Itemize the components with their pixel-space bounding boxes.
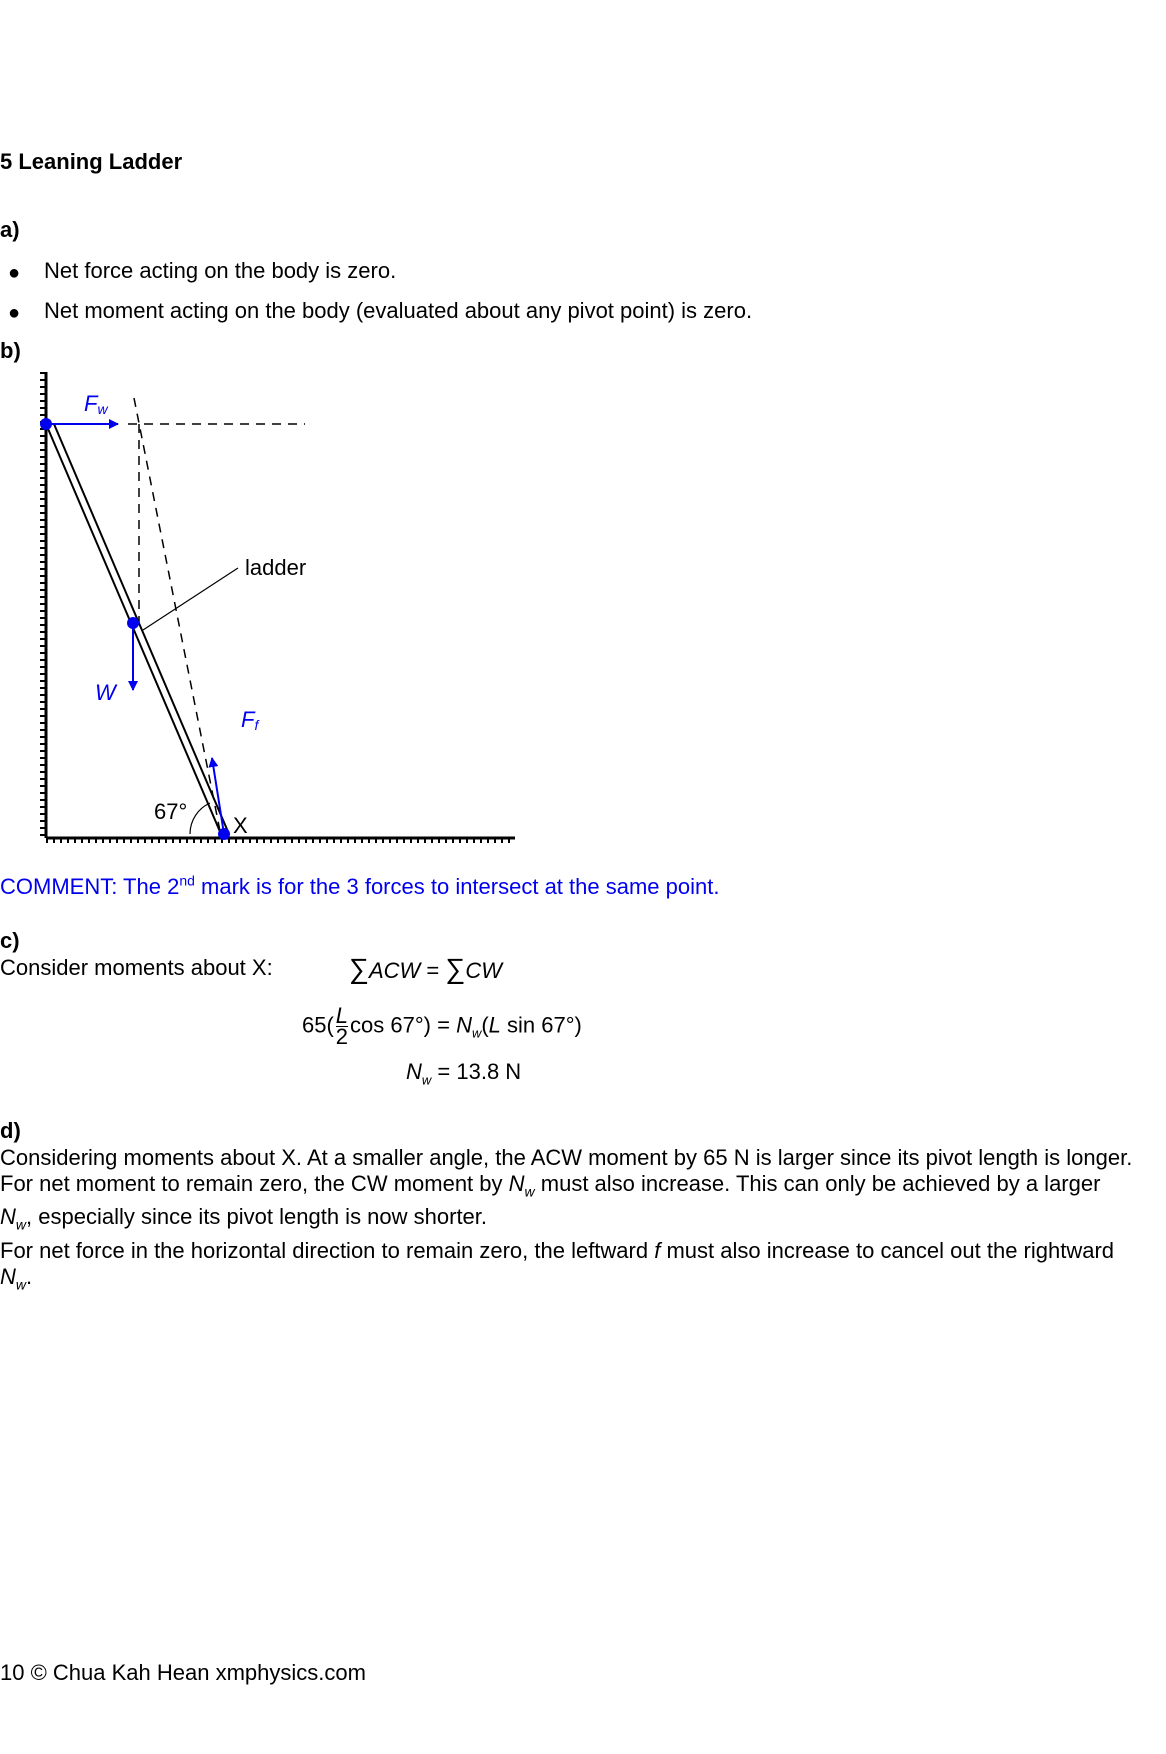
- ff-label: Ff: [241, 707, 259, 733]
- ladder-leader-line: [143, 568, 238, 630]
- bullet-dot: ●: [8, 302, 21, 324]
- ladder-label: ladder: [245, 555, 307, 580]
- angle-label: 67°: [154, 799, 188, 824]
- bullet-dot: ●: [8, 262, 21, 284]
- equation-3: $N_w = 13.8$ N: [406, 1059, 522, 1088]
- pivot-x-label: X: [233, 813, 248, 838]
- part-c-intro: Consider moments about X:: [0, 955, 273, 980]
- ff-line-of-action: [134, 398, 221, 836]
- wall: [43, 372, 46, 838]
- bullet-item-2: Net moment acting on the body (evaluated about any pivot point) is zero.: [44, 298, 753, 323]
- bullet-item-1: Net force acting on the body is zero.: [44, 258, 397, 283]
- comment-text: COMMENT: The 2nd mark is for the 3 forces to intersect at the same point.: [0, 872, 720, 899]
- part-d-label: d): [0, 1118, 21, 1143]
- pivot-point-x: [218, 828, 230, 840]
- part-c-label: c): [0, 928, 20, 953]
- fw-label: Fw: [84, 391, 108, 417]
- w-label: W: [95, 680, 116, 705]
- floor: [46, 838, 515, 841]
- wall-contact-point: [40, 418, 52, 430]
- part-b-label: b): [0, 338, 21, 363]
- section-title: 5 Leaning Ladder: [0, 149, 183, 174]
- equation-2: 65( $\frac{L}{2}$ $\cos 67^\circ) = N_w(L$ sin 67°): [302, 1003, 582, 1049]
- centre-of-gravity-point: [127, 617, 139, 629]
- ladder: [46, 424, 229, 834]
- equation-1: ∑ACW = ∑CW: [349, 953, 502, 984]
- angle-arc: [190, 803, 210, 834]
- ladder-diagram: [0, 360, 560, 860]
- part-d-paragraph: Considering moments about X. At a smaller angle, the ACW moment by 65 N is larger since its pivot length is longer. For net moment to remain zero, the CW moment by $N_w$ must also increase. This can only be achieved by a larger $N_w$, especially since its pivot length is now shorter. For net force in the horizontal direction to remain zero, the leftward f must also increase to cancel out the rightward $N_w$.: [0, 1145, 1133, 1293]
- part-a-label: a): [0, 217, 20, 242]
- page-footer: 10 © Chua Kah Hean xmphysics.com: [0, 1660, 366, 1685]
